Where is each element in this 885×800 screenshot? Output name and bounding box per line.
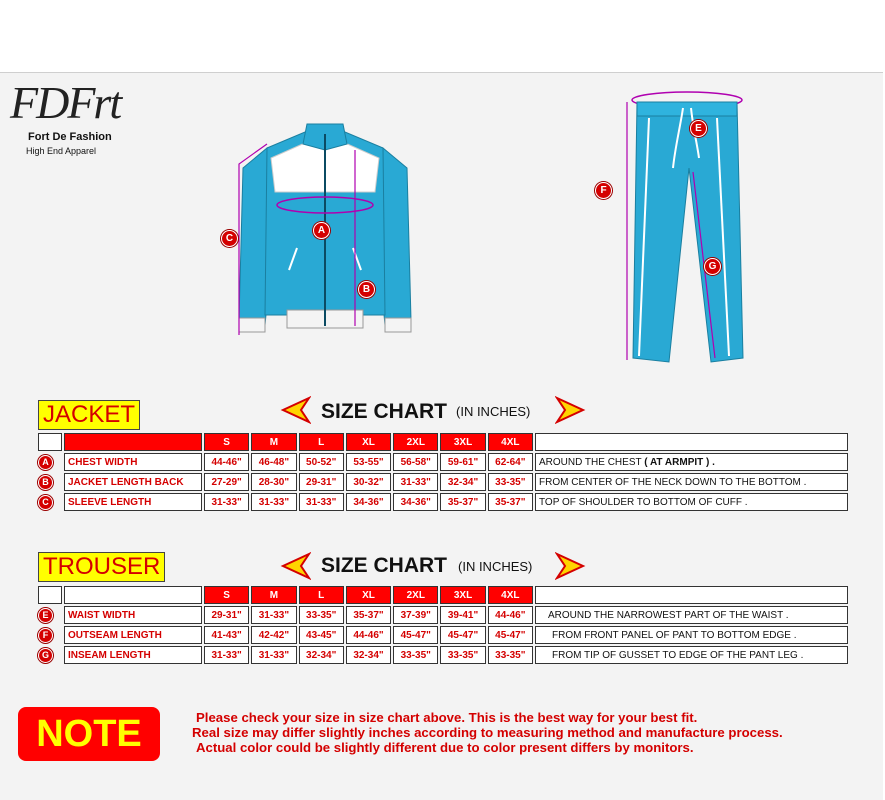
size-header: M: [251, 586, 296, 604]
size-value: 42-42": [251, 626, 296, 644]
row-badge-a: A: [38, 455, 53, 470]
brand-logo: [8, 76, 138, 160]
size-value: 31-33": [204, 646, 249, 664]
table-row: [38, 626, 848, 644]
size-value: 44-46": [346, 626, 391, 644]
left-arrow-icon: [277, 396, 311, 424]
size-value: 28-30": [251, 473, 296, 491]
table-row: [38, 493, 848, 511]
size-value: 33-35": [488, 473, 533, 491]
size-header: 4XL: [488, 433, 533, 451]
brand-mark: FDFrt: [10, 77, 121, 128]
note-line: Real size may differ slightly inches according to measuring method and manufacture process.: [192, 725, 783, 740]
size-value: 31-33": [299, 493, 344, 511]
blank-description-header: [535, 433, 848, 451]
table-row: [38, 453, 848, 471]
blank-header: [64, 586, 202, 604]
size-value: 56-58": [393, 453, 438, 471]
trouser-size-chart-title: SIZE CHART: [321, 554, 447, 577]
row-label: SLEEVE LENGTH: [64, 493, 202, 511]
row-letter: [38, 473, 62, 491]
row-description: [535, 453, 848, 471]
blank-description-header: [535, 586, 848, 604]
trouser-unit-note: (IN INCHES): [458, 559, 533, 574]
row-letter: [38, 626, 62, 644]
blank-cell: [38, 586, 62, 604]
size-value: 34-36": [393, 493, 438, 511]
trouser-size-table: [36, 584, 850, 666]
size-value: 44-46": [204, 453, 249, 471]
table-header-row: [38, 433, 848, 451]
row-letter: [38, 453, 62, 471]
table-header-row: [38, 586, 848, 604]
row-label: WAIST WIDTH: [64, 606, 202, 624]
size-header: 2XL: [393, 433, 438, 451]
size-value: 37-39": [393, 606, 438, 624]
row-badge-f: F: [38, 628, 53, 643]
size-value: 31-33": [393, 473, 438, 491]
size-value: 33-35": [488, 646, 533, 664]
size-header: 4XL: [488, 586, 533, 604]
jacket-size-chart-title: SIZE CHART: [321, 400, 447, 423]
row-description: TOP OF SHOULDER TO BOTTOM OF CUFF .: [535, 493, 848, 511]
size-value: 46-48": [251, 453, 296, 471]
size-value: 45-47": [440, 626, 485, 644]
size-value: 31-33": [251, 646, 296, 664]
row-description: AROUND THE NARROWEST PART OF THE WAIST .: [535, 606, 848, 624]
row-description: FROM TIP OF GUSSET TO EDGE OF THE PANT LEG .: [535, 646, 848, 664]
measure-marker-e: E: [690, 120, 707, 137]
note-badge: NOTE: [18, 707, 160, 761]
size-header: XL: [346, 586, 391, 604]
size-value: 29-31": [204, 606, 249, 624]
row-label: OUTSEAM LENGTH: [64, 626, 202, 644]
jacket-unit-note: (IN INCHES): [456, 404, 531, 419]
row-letter: [38, 493, 62, 511]
right-arrow-icon: [555, 396, 589, 424]
size-value: 44-46": [488, 606, 533, 624]
table-row: [38, 646, 848, 664]
size-value: 53-55": [346, 453, 391, 471]
size-header: 3XL: [440, 433, 485, 451]
note-text: [192, 710, 783, 755]
right-arrow-icon: [555, 552, 589, 580]
brand-tagline: High End Apparel: [26, 146, 97, 156]
size-value: 31-33": [251, 606, 296, 624]
size-value: 50-52": [299, 453, 344, 471]
table-row: [38, 473, 848, 491]
size-value: 33-35": [440, 646, 485, 664]
size-value: 35-37": [346, 606, 391, 624]
size-value: 62-64": [488, 453, 533, 471]
row-description: FROM FRONT PANEL OF PANT TO BOTTOM EDGE .: [535, 626, 848, 644]
row-badge-b: B: [38, 475, 53, 490]
row-description: FROM CENTER OF THE NECK DOWN TO THE BOTTOM .: [535, 473, 848, 491]
blank-cell: [38, 433, 62, 451]
size-header: 2XL: [393, 586, 438, 604]
brand-name: Fort De Fashion: [28, 131, 112, 143]
size-header: XL: [346, 433, 391, 451]
jacket-section-title: JACKET: [38, 400, 140, 430]
size-header: L: [299, 433, 344, 451]
size-header: M: [251, 433, 296, 451]
measure-marker-f: F: [595, 182, 612, 199]
size-value: 32-34": [346, 646, 391, 664]
row-badge-e: E: [38, 608, 53, 623]
top-whitespace: [0, 0, 885, 72]
size-header: S: [204, 586, 249, 604]
row-badge-c: C: [38, 495, 53, 510]
row-label: JACKET LENGTH BACK: [64, 473, 202, 491]
size-value: 41-43": [204, 626, 249, 644]
row-letter: [38, 606, 62, 624]
blank-header: [64, 433, 202, 451]
size-value: 30-32": [346, 473, 391, 491]
size-value: 33-35": [393, 646, 438, 664]
left-arrow-icon: [277, 552, 311, 580]
description-emphasis: ( AT ARMPIT ) .: [644, 456, 715, 468]
measure-marker-a: A: [313, 222, 330, 239]
table-row: [38, 606, 848, 624]
size-value: 27-29": [204, 473, 249, 491]
size-value: 31-33": [251, 493, 296, 511]
trouser-section-title: TROUSER: [38, 552, 165, 582]
row-label: CHEST WIDTH: [64, 453, 202, 471]
size-header: 3XL: [440, 586, 485, 604]
measure-marker-b: B: [358, 281, 375, 298]
size-value: 32-34": [299, 646, 344, 664]
note-line: Please check your size in size chart above. This is the best way for your best fit.: [196, 710, 698, 725]
size-value: 45-47": [393, 626, 438, 644]
row-badge-g: G: [38, 648, 53, 663]
size-value: 43-45": [299, 626, 344, 644]
row-letter: [38, 646, 62, 664]
size-value: 35-37": [488, 493, 533, 511]
description-text: AROUND THE CHEST: [539, 456, 645, 468]
size-value: 31-33": [204, 493, 249, 511]
row-label: INSEAM LENGTH: [64, 646, 202, 664]
size-value: 32-34": [440, 473, 485, 491]
measure-marker-g: G: [704, 258, 721, 275]
size-value: 29-31": [299, 473, 344, 491]
measure-marker-c: C: [221, 230, 238, 247]
size-value: 34-36": [346, 493, 391, 511]
size-value: 33-35": [299, 606, 344, 624]
size-value: 59-61": [440, 453, 485, 471]
size-value: 35-37": [440, 493, 485, 511]
size-value: 45-47": [488, 626, 533, 644]
jacket-size-table: [36, 431, 850, 513]
size-header: L: [299, 586, 344, 604]
note-line: Actual color could be slightly different due to color present differs by monitors.: [196, 740, 694, 755]
size-header: S: [204, 433, 249, 451]
size-value: 39-41": [440, 606, 485, 624]
